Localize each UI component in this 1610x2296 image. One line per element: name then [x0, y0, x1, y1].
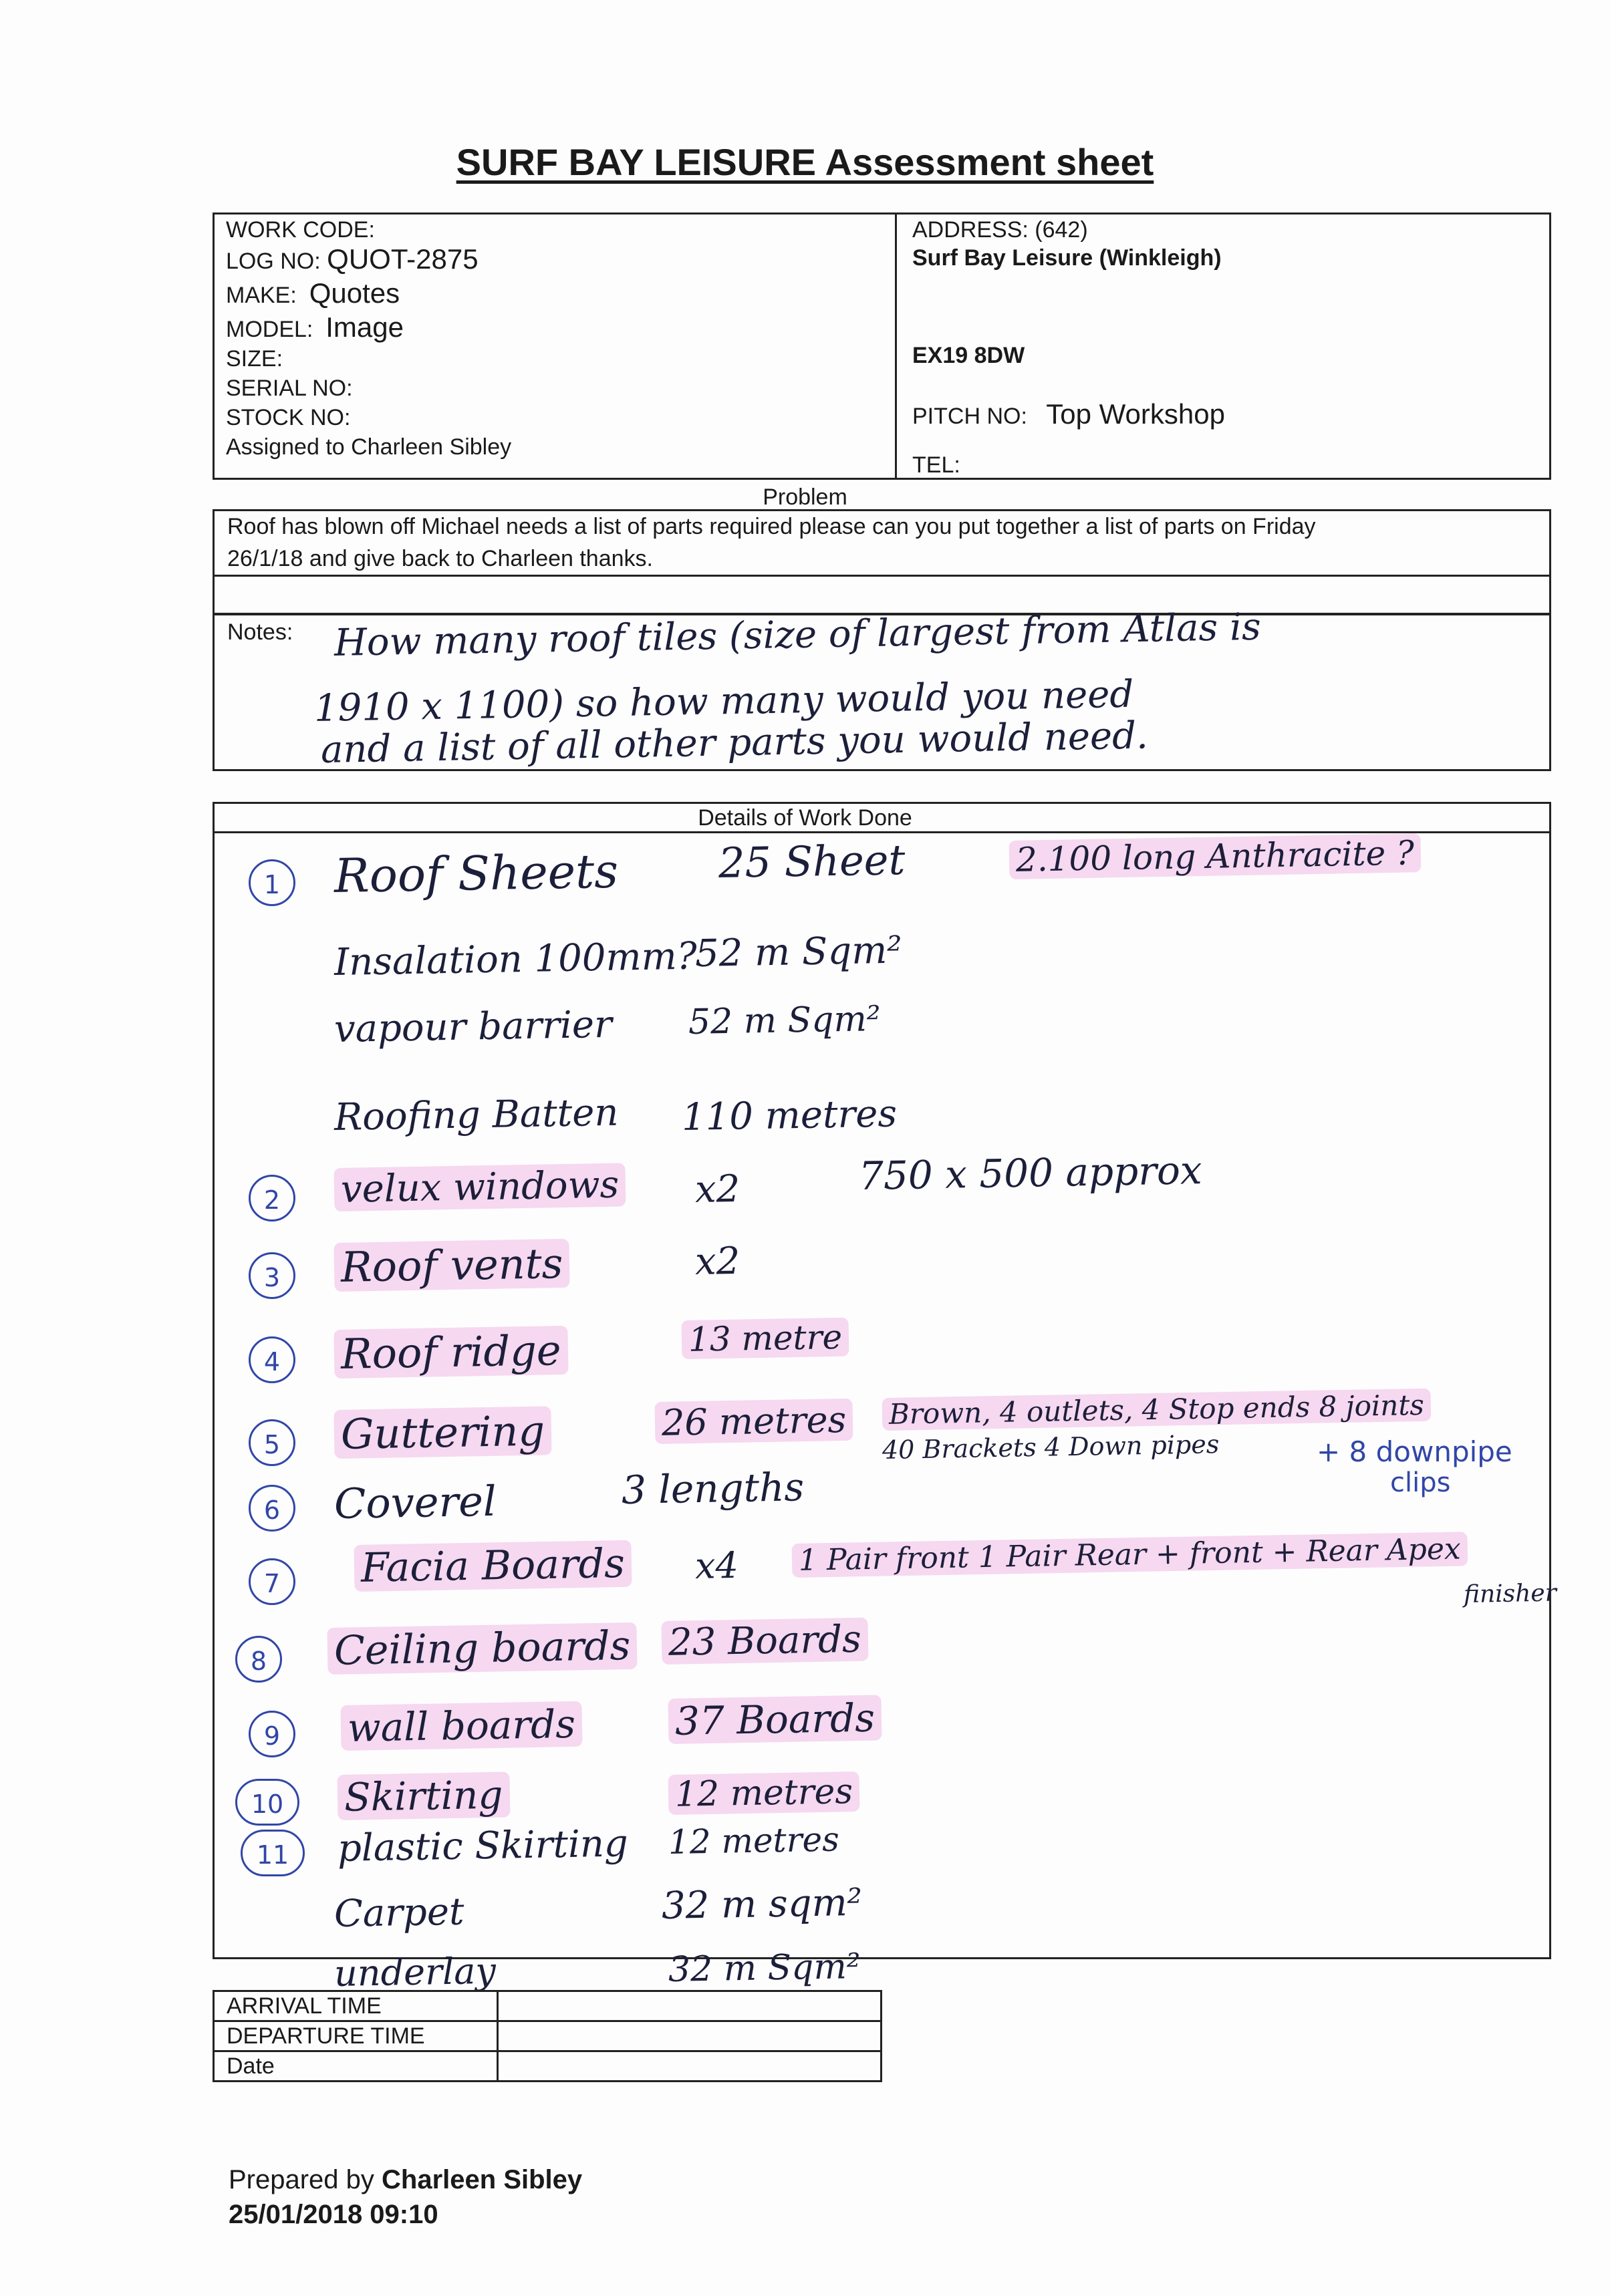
item-name: Carpet [333, 1890, 465, 1936]
item-number: 7 [249, 1558, 295, 1605]
notes-line1: How many roof tiles (size of largest from Atlas is [333, 605, 1262, 665]
page-title: SURF BAY LEISURE Assessment sheet [456, 141, 1154, 183]
item-name: velux windows [333, 1163, 626, 1211]
item-number: 5 [249, 1419, 295, 1466]
times-table [213, 1990, 882, 2082]
prepared-datetime: 25/01/2018 09:10 [229, 2200, 438, 2229]
item-number: 2 [249, 1175, 295, 1222]
log-no-field: LOG NO: QUOT-2875 [226, 243, 479, 275]
prepared-by-prefix: Prepared by [229, 2165, 374, 2194]
gutter-clips: clips [1390, 1467, 1451, 1498]
item-note: 750 x 500 approx [858, 1147, 1203, 1199]
item-name: Roof vents [333, 1239, 570, 1292]
item-name: underlay [333, 1949, 497, 1995]
address-label: ADDRESS: (642) [912, 217, 1088, 243]
arrival-time-label: ARRIVAL TIME [214, 1991, 498, 2021]
item-number: 4 [249, 1336, 295, 1383]
item-qty: x4 [694, 1544, 739, 1587]
make-field: MAKE: Quotes [226, 277, 400, 309]
item-name: Ceiling boards [327, 1622, 637, 1675]
address-postcode: EX19 8DW [912, 343, 1025, 368]
item-name: Insalation 100mm? [333, 934, 698, 984]
item-qty: 37 Boards [668, 1695, 882, 1744]
item-qty: 3 lengths [621, 1464, 805, 1513]
notes-line2: 1910 x 1100) so how many would you need [313, 672, 1134, 730]
prepared-by-name: Charleen Sibley [382, 2165, 583, 2194]
item-name: Roofing Batten [333, 1091, 619, 1139]
problem-header: Problem [763, 484, 847, 510]
assigned-to: Assigned to Charleen Sibley [226, 434, 512, 460]
item-qty: x2 [694, 1239, 741, 1284]
item-qty: 52 m Sqm² [688, 998, 882, 1042]
serial-no-field: SERIAL NO: [226, 376, 353, 401]
date-row [214, 2051, 882, 2082]
size-field: SIZE: [226, 346, 283, 372]
item-qty: 26 metres [654, 1399, 853, 1444]
item-qty: 13 metre [681, 1318, 849, 1359]
gutter-line2: 40 Brackets 4 Down pipes [882, 1429, 1220, 1465]
left-fields [226, 215, 511, 462]
item-note: 2.100 long Anthracite ? [1009, 833, 1421, 879]
item-qty: 25 Sheet [718, 835, 906, 887]
item-number: 8 [235, 1636, 282, 1683]
item-name: Roof ridge [333, 1326, 568, 1379]
item-number: 3 [249, 1252, 295, 1299]
pitch-no-field: PITCH NO: Top Workshop [912, 398, 1225, 430]
tel-field: TEL: [912, 452, 960, 478]
model-field: MODEL: Image [226, 311, 404, 343]
stock-no-field: STOCK NO: [226, 405, 351, 430]
item-name: Guttering [333, 1406, 551, 1459]
item-name: Facia Boards [354, 1540, 632, 1592]
arrival-time-value [498, 1991, 882, 2021]
details-header: Details of Work Done [698, 805, 912, 831]
item-name: Roof Sheets [333, 843, 619, 903]
problem-text-line1: Roof has blown off Michael needs a list of parts required please can you put together a list of parts on Friday [227, 514, 1316, 539]
item-name: vapour barrier [333, 1002, 613, 1051]
facia-finisher: finisher [1463, 1579, 1557, 1608]
address-name: Surf Bay Leisure (Winkleigh) [912, 245, 1222, 271]
item-number: 1 [249, 859, 295, 906]
item-name: Coverel [333, 1476, 497, 1528]
departure-time-row [214, 2021, 882, 2051]
notes-label: Notes: [227, 619, 293, 645]
date-label: Date [214, 2051, 498, 2082]
item-name: plastic Skirting [337, 1822, 629, 1870]
item-qty: 52 m Sqm² [694, 928, 903, 976]
item-number: 10 [235, 1779, 299, 1826]
work-code-field: WORK CODE: [226, 217, 375, 243]
departure-time-value [498, 2021, 882, 2051]
prepared-by [229, 2165, 582, 2195]
header-divider [895, 212, 897, 480]
item-name: Skirting [337, 1772, 510, 1820]
item-qty: 23 Boards [661, 1618, 868, 1665]
arrival-time-row [214, 1991, 882, 2021]
notes-line3: and a list of all other parts you would need. [320, 714, 1149, 772]
item-qty: 32 m Sqm² [668, 1946, 861, 1990]
item-qty: 110 metres [681, 1092, 898, 1139]
item-qty: 12 metres [668, 1771, 859, 1815]
item-number: 9 [249, 1711, 295, 1757]
item-note: 1 Pair front 1 Pair Rear + front + Rear Apex [792, 1532, 1468, 1578]
item-note: Brown, 4 outlets, 4 Stop ends 8 joints [882, 1389, 1432, 1431]
item-qty: 12 metres [668, 1820, 840, 1862]
gutter-downpipe: + 8 downpipe [1317, 1435, 1512, 1468]
item-qty: 32 m sqm² [661, 1880, 863, 1928]
item-number: 11 [241, 1830, 305, 1876]
problem-text-line2: 26/1/18 and give back to Charleen thanks. [227, 546, 653, 571]
item-name: wall boards [340, 1701, 582, 1751]
date-value [498, 2051, 882, 2082]
item-qty: x2 [694, 1167, 741, 1211]
problem-divider [213, 575, 1551, 577]
departure-time-label: DEPARTURE TIME [214, 2021, 498, 2051]
item-number: 6 [249, 1485, 295, 1532]
